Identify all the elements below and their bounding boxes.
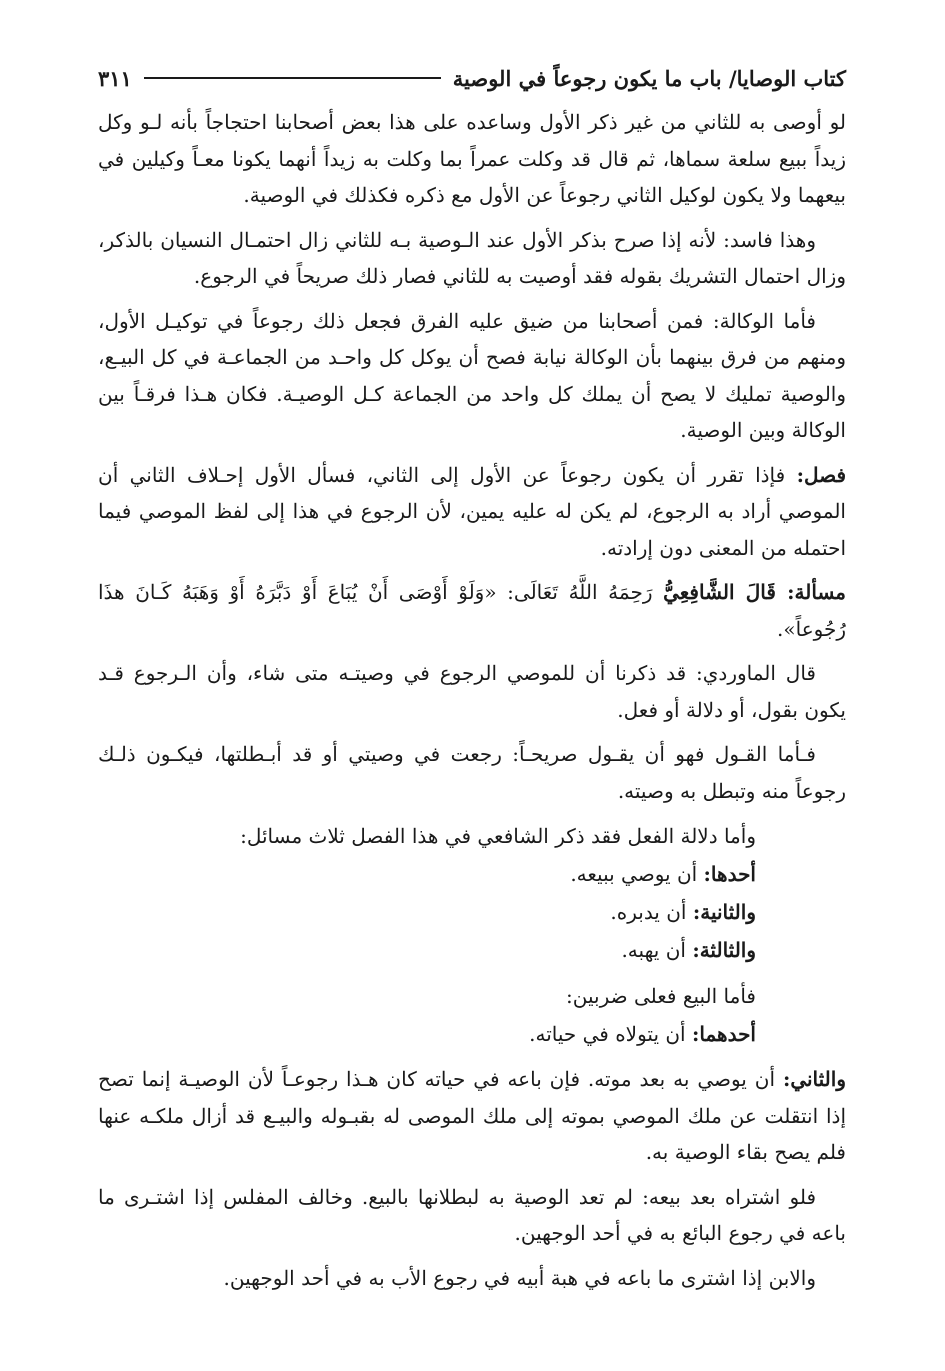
paragraph-explicit-statement [98, 736, 846, 809]
paragraph-text: فإذا تقرر أن يكون رجوعاً عن الأول إلى الثاني، فسأل الأول إحـلاف الثاني أن الموصي أراد به الرجوع، لم يكن له عليه يمين، لأن الرجوع في هذا إلى لفظ الموصي فيما احتمله من المعنى دون إرادته. [98, 462, 846, 560]
list-item-text: أن يدبره. [610, 900, 687, 924]
paragraph-text: قال الماوردي: قد ذكرنا أن للموصي الرجوع في وصيتـه متى شاء، وأن الـرجوع قـد يكون بقول، أو دلالة أو فعل. [98, 661, 846, 722]
list-item-label: والثاني: [782, 1067, 846, 1091]
paragraph-text: لو أوصى به للثاني من غير ذكر الأول وساعده على هذا بعض أصحابنا احتجاجاً بأنه لـو وكل زيداً ببيع سلعة سماها، ثم قال قد وكلت عمراً بما وكلت به زيداً أنهما يكونا معـاً وكيلين في بيعهما ولا يكون لوكيل الثاني رجوعاً عن الأول مع ذكره فكذلك في الوصية. [98, 110, 846, 207]
paragraph-son [98, 1260, 846, 1297]
chapter-title: كتاب الوصايا/ باب ما يكون رجوعاً في الوصية [452, 65, 846, 91]
paragraph-refutation [98, 222, 846, 295]
paragraph-section [98, 457, 846, 567]
list-item-label: أحدهما: [691, 1022, 756, 1046]
header-rule [144, 77, 441, 79]
paragraph-mawardi [98, 655, 846, 728]
section-label: فصل: [796, 462, 847, 487]
paragraph-repurchase [98, 1179, 846, 1252]
list-item-label: والثانية: [692, 900, 756, 924]
list-item [98, 931, 756, 969]
paragraph-text: أن يوصي به بعد موته. فإن باعه في حياته كان هـذا رجوعـاً لأن الوصيـة إنما تصح إذا انتقلت عن ملك الموصي بموته إلى ملك الموصى له بقبـوله والبيـع قد أزال ملكـه عنها فلم يصح بقاء الوصية به. [98, 1067, 846, 1164]
book-page [98, 58, 846, 1304]
sale-types-list [98, 977, 846, 1053]
paragraph-text: فلو اشتراه بعد بيعه: لم تعد الوصية به لبطلانها بالبيع. وخالف المفلس إذا اشتـرى ما باعه في رجوع البائع به في أحد الوجهين. [98, 1184, 846, 1245]
list-intro: وأما دلالة الفعل فقد ذكر الشافعي في هذا الفصل ثلاث مسائل: [240, 824, 756, 848]
issue-label: مسألة: قَالَ الشَّافِعِيُّ [663, 580, 846, 604]
page-number: ٣١١ [98, 65, 132, 91]
list-item [98, 893, 756, 931]
list-item-text: أن يوصي ببيعه. [570, 862, 698, 886]
list-item-label: والثالثة: [692, 938, 756, 962]
paragraph-text: فأما الوكالة: فمن أصحابنا من ضيق عليه الفرق فجعل ذلك رجوعاً في توكيـل الأول، ومنهم من فرق بينهما بأن الوكالة نيابة فصح أن يوكل كل واحـد من الجماعـة في كل البيـع، والوصية تمليك لا يصح أن يملك كل واحد من الجماعة كـل الوصيـة. فكان هـذا فرقـاً بين الوكالة وبين الوصية. [98, 308, 846, 442]
list-item-text: أن يهبه. [621, 938, 686, 962]
issues-list [98, 817, 846, 969]
paragraph-continuation [98, 104, 846, 214]
paragraph-text: رَحِمَهُ اللَّهُ تَعَالَى: «وَلَوْ أَوْصَى أَنْ يُبَاعَ أَوْ دَبَّرَهُ أَوْ وَهَبَهُ كَـانَ هذَا رُجُوعاً». [98, 580, 846, 641]
paragraph-second-type [98, 1061, 846, 1171]
paragraph-text: فـأما القـول فهو أن يقـول صريحـاً: رجعت في وصيتي أو قد أبـطلتها، فيكـون ذلـك رجوعاً منه وتبطل به وصيته. [98, 742, 846, 803]
list-item [98, 855, 756, 893]
paragraph-text: والابن إذا اشترى ما باعه في هبة أبيه في رجوع الأب به في أحد الوجهين. [223, 1265, 816, 1290]
list-intro: فأما البيع فعلى ضربين: [566, 984, 756, 1008]
paragraph-agency [98, 303, 846, 449]
running-header [98, 58, 846, 98]
list-item-text: أن يتولاه في حياته. [529, 1022, 686, 1046]
paragraph-issue [98, 574, 846, 647]
paragraph-text: وهذا فاسد: لأنه إذا صرح بذكر الأول عند الـوصية بـه للثاني زال احتمـال النسيان بالذكر، وزال احتمال التشريك بقوله فقد أوصيت به للثاني فصار ذلك صريحاً في الرجوع. [98, 227, 846, 288]
list-item-label: أحدها: [703, 862, 756, 886]
list-item [98, 1015, 756, 1053]
